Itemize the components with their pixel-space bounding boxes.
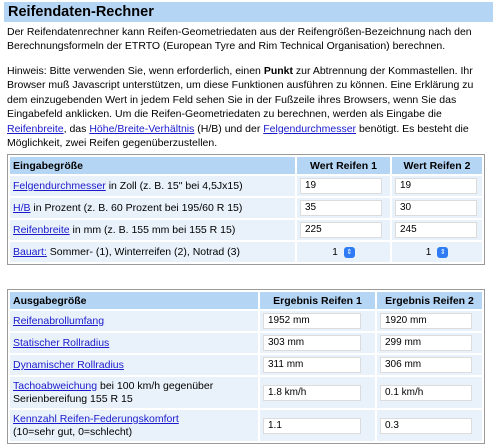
felgendurchmesser-input-2[interactable]: 19 (395, 178, 477, 194)
reifenbreite-input-2[interactable]: 245 (395, 222, 477, 238)
input-table (7, 154, 485, 265)
link-hb-verhaeltnis[interactable]: Höhe/Breite-Verhältnis (89, 122, 195, 135)
link-tachoabweichung[interactable]: Tachoabweichung (13, 380, 98, 392)
link-felgendurchmesser[interactable]: Felgendurchmesser (263, 122, 357, 135)
table-row: Bauart: Sommer- (1), Winterreifen (2), Notrad (3) 1 ⇕ 1 ⇕ (10, 242, 482, 262)
reifenabrollumfang-result-2[interactable]: 1920 mm (380, 313, 472, 329)
header-wert-reifen-1: Wert Reifen 1 (297, 157, 390, 174)
table-row (10, 355, 482, 375)
statischer-rollradius-result-1[interactable]: 303 mm (263, 335, 361, 351)
chevron-updown-icon: ⇕ (344, 247, 355, 258)
hb-input-1[interactable]: 35 (300, 200, 382, 216)
link-hb-row[interactable]: H/B (13, 202, 31, 214)
page-title: Reifendaten-Rechner (4, 2, 493, 22)
dynamischer-rollradius-result-1[interactable]: 311 mm (263, 357, 361, 373)
hint-text: Hinweis: Bitte verwenden Sie, wenn erforderlich, einen Punkt zur Abtrennung der Kommastellen. Ihr Browser muß Javascript unterstützen, um diese Funktionen ausführen zu können. Eine Erklärung zu dem einzugebenden Wert in jedem Feld sehen Sie in der Fußzeile ihres Browsers, wenn Sie das Eingabefeld anklicken. Um die Reifen-Geometriedaten zu berechnen, werden als Eingabe die Reifenbreite, das Höhe/Breite-Verhältnis (H/B) und der Felgendurchmesser benötigt. Es besteht die Möglichkeit, zwei Reifen gegenüberzustellen. (7, 65, 474, 150)
header-wert-reifen-2: Wert Reifen 2 (392, 157, 482, 174)
header-eingabegroesse: Eingabegröße (10, 157, 295, 174)
header-ergebnis-reifen-1: Ergebnis Reifen 1 (260, 292, 375, 309)
federungskomfort-result-2[interactable]: 0.3 (380, 418, 472, 434)
tachoabweichung-result-1[interactable]: 1.8 km/h (263, 385, 361, 401)
reifenbreite-input-1[interactable]: 225 (300, 222, 382, 238)
bauart-select-1[interactable]: 1 ⇕ (332, 247, 355, 258)
header-ergebnis-reifen-2: Ergebnis Reifen 2 (377, 292, 482, 309)
chevron-updown-icon: ⇕ (437, 247, 448, 258)
link-felgendurchmesser-row[interactable]: Felgendurchmesser (13, 180, 106, 192)
table-row: Felgendurchmesser in Zoll (z. B. 15" bei 4,5Jx15) 19 19 (10, 176, 482, 196)
table-row: Reifenbreite in mm (z. B. 155 mm bei 155 R 15) 225 245 (10, 220, 482, 240)
intro-text: Der Reifendatenrechner kann Reifen-Geometriedaten aus der Reifengrößen-Bezeichnung nach den Berechnungsformeln der ETRTO (European Tyre and Rim Technical Organisation) berechnen. (7, 26, 472, 53)
reifenabrollumfang-result-1[interactable]: 1952 mm (263, 313, 361, 329)
federungskomfort-result-1[interactable]: 1.1 (263, 418, 361, 434)
table-row (10, 333, 482, 353)
header-ausgabegroesse: Ausgabegröße (10, 292, 258, 309)
hint-bold: Punkt (263, 65, 293, 77)
link-statischer-rollradius[interactable]: Statischer Rollradius (13, 337, 110, 349)
table-row: H/B in Prozent (z. B. 60 Prozent bei 195/60 R 15) 35 30 (10, 198, 482, 218)
link-kennzahl-federungskomfort[interactable]: Kennzahl Reifen-Federungskomfort (13, 413, 179, 425)
table-row (10, 311, 482, 331)
table-row: Tachoabweichung bei 100 km/h gegenüber Serienbereifung 155 R 15 1.8 km/h 0.1 km/h (10, 377, 482, 408)
dynamischer-rollradius-result-2[interactable]: 306 mm (380, 357, 472, 373)
output-table (7, 289, 485, 444)
statischer-rollradius-result-2[interactable]: 299 mm (380, 335, 472, 351)
table-row: Kennzahl Reifen-Federungskomfort (10=sehr gut, 0=schlecht) 1.1 0.3 (10, 410, 482, 441)
hb-input-2[interactable]: 30 (395, 200, 477, 216)
link-reifenabrollumfang[interactable]: Reifenabrollumfang (13, 315, 105, 327)
link-bauart-row[interactable]: Bauart: (13, 246, 47, 258)
felgendurchmesser-input-1[interactable]: 19 (300, 178, 382, 194)
link-dynamischer-rollradius[interactable]: Dynamischer Rollradius (13, 359, 124, 371)
bauart-select-2[interactable]: 1 ⇕ (426, 247, 449, 258)
input-table-header (10, 157, 482, 174)
tachoabweichung-result-2[interactable]: 0.1 km/h (380, 385, 472, 401)
link-reifenbreite-row[interactable]: Reifenbreite (13, 224, 70, 236)
link-reifenbreite[interactable]: Reifenbreite (7, 122, 64, 135)
output-table-header (10, 292, 482, 309)
